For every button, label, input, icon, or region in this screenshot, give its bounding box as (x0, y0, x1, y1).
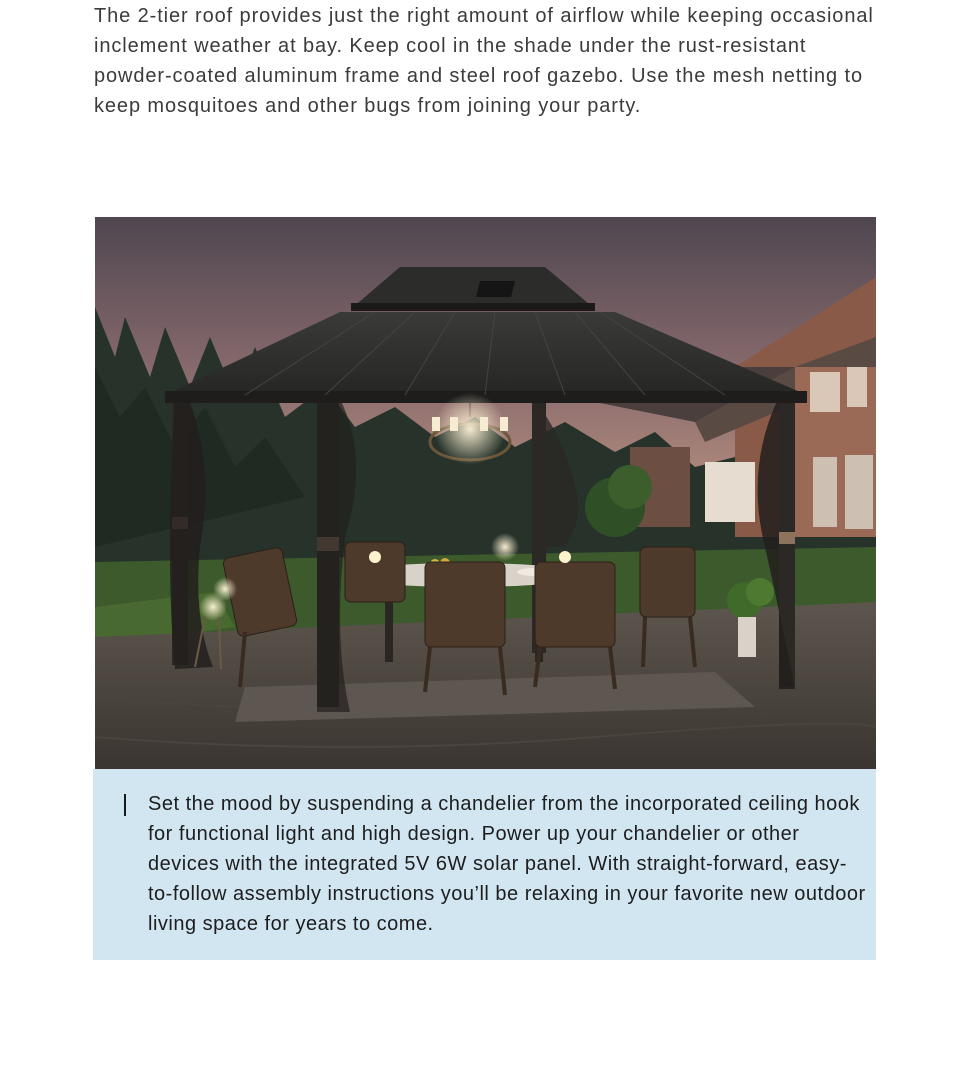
gazebo-photo (95, 217, 876, 769)
intro-paragraph: The 2-tier roof provides just the right amount of airflow while keeping occasional inclement weather at bay. Keep cool in the shade under the rust-resistant powder-coated aluminum frame and steel roof gazebo. Use the mesh netting to keep mosquitoes and other bugs from joining your party. (94, 5, 874, 117)
callout-accent-bar (124, 794, 126, 816)
callout-paragraph: Set the mood by suspending a chandelier from the incorporated ceiling hook for functional light and high design. Power up your chandelier or other devices with the integrated 5V 6W solar panel. With straight-forward, easy-to-follow assembly instructions you’ll be relaxing in your favorite new outdoor living space for years to come. (148, 793, 866, 935)
callout-box (93, 769, 876, 960)
